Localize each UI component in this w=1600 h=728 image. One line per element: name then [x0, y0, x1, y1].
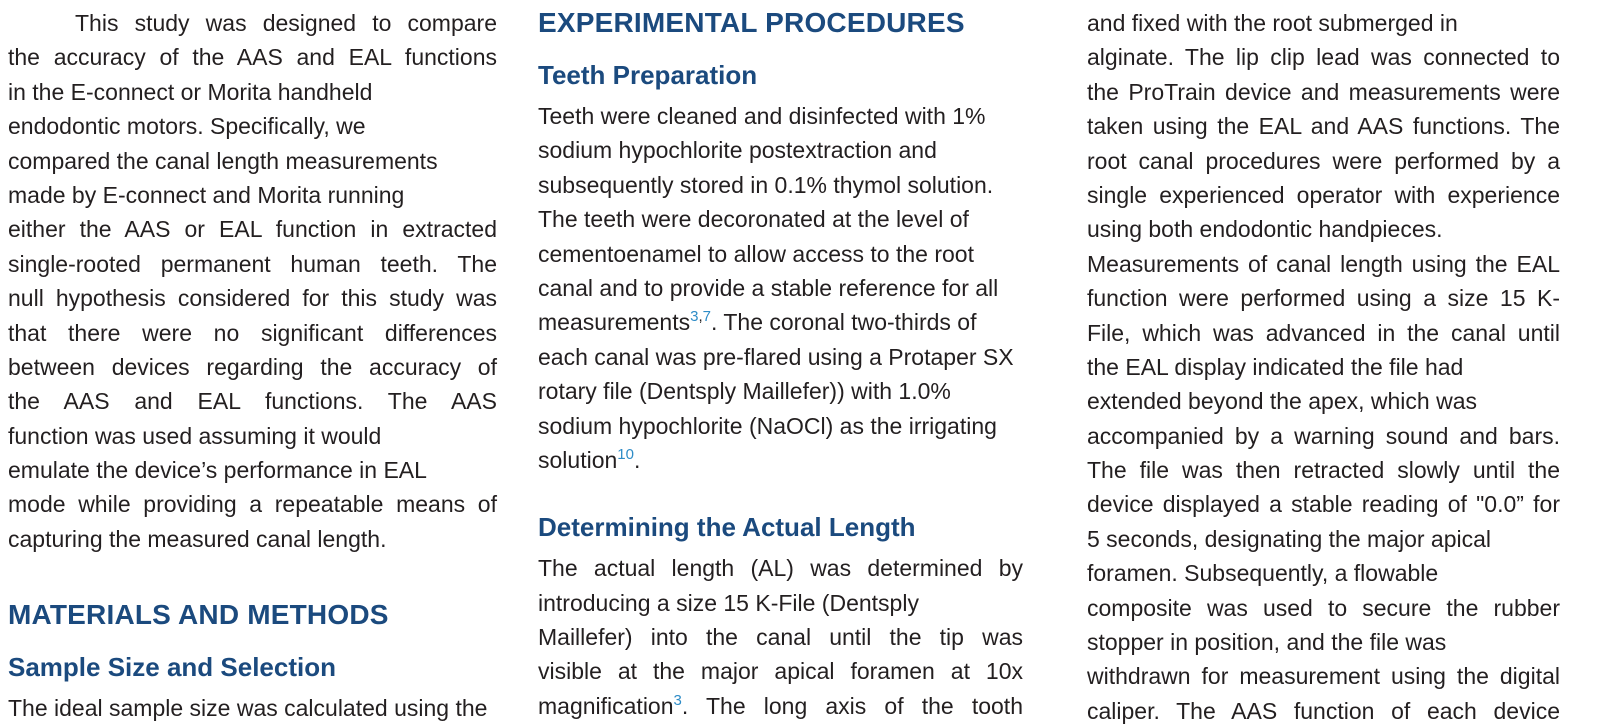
paragraph — [538, 551, 1023, 723]
text-segment: magnification — [538, 692, 674, 719]
subsection-heading: Determining the Actual Length — [538, 512, 916, 543]
text-line: Teeth were cleaned and disinfected with 1% — [538, 103, 986, 129]
text-line: single experienced operator with experience — [1087, 181, 1560, 208]
text-line: composite was used to secure the rubber — [1087, 594, 1560, 621]
paragraph — [8, 691, 497, 725]
text-line: The actual length (AL) was determined by — [538, 555, 1023, 582]
superscript-text: , — [698, 308, 703, 326]
column-middle — [538, 6, 1023, 721]
text-line: null hypothesis considered for this study was — [8, 285, 497, 312]
text-line: using both endodontic handpieces. — [1087, 216, 1443, 243]
text-line: The ideal sample size was calculated using the — [8, 695, 488, 722]
text-line: and fixed with the root submerged in — [1087, 10, 1458, 36]
text-line: sodium hypochlorite postextraction and — [538, 137, 937, 164]
text-line: emulate the device’s performance in EAL — [8, 457, 427, 484]
text-line: extended beyond the apex, which was — [1087, 388, 1477, 415]
text-line: endodontic motors. Specifically, we — [8, 113, 366, 140]
citation-reference-superscript: 3 — [673, 691, 682, 709]
text-line: that there were no significant differences — [8, 319, 497, 346]
text-line: sodium hypochlorite (NaOCl) as the irrigating — [538, 412, 997, 439]
text-line: withdrawn for measurement using the digital — [1087, 663, 1560, 690]
paragraph — [538, 99, 1023, 477]
text-line: root canal procedures were performed by a — [1087, 147, 1560, 174]
text-line: alginate. The lip clip lead was connected to — [1087, 44, 1560, 71]
text-line: rotary file (Dentsply Maillefer)) with 1.0% — [538, 378, 951, 405]
text-segment: measurements — [538, 309, 691, 336]
column-right — [1087, 6, 1560, 724]
text-segment: . The long axis of the tooth — [681, 692, 1023, 719]
text-line: visible at the major apical foramen at 10x — [538, 658, 1023, 685]
text-line: File, which was advanced in the canal until — [1087, 319, 1560, 346]
text-line: the accuracy of the AAS and EAL functions — [8, 44, 497, 71]
text-segment: solution — [538, 446, 618, 473]
text-line: device displayed a stable reading of "0.0” for — [1087, 491, 1560, 518]
text-line: 5 seconds, designating the major apical — [1087, 525, 1492, 552]
citation-reference-superscript: 10 — [617, 445, 634, 463]
text-line: cementoenamel to allow access to the root — [538, 240, 974, 267]
text-line — [538, 443, 1023, 477]
text-segment: . The coronal two-thirds of — [710, 309, 977, 336]
text-line: The file was then retracted slowly until the — [1087, 457, 1560, 484]
text-line: foramen. Subsequently, a flowable — [1087, 560, 1439, 587]
text-line: accompanied by a warning sound and bars. — [1087, 422, 1560, 449]
text-line: canal and to provide a stable reference for all — [538, 274, 999, 301]
text-line: This study was designed to compare — [75, 10, 497, 36]
text-line: The teeth were decoronated at the level of — [538, 206, 969, 233]
text-line — [538, 689, 1023, 723]
text-line: mode while providing a repeatable means of — [8, 491, 497, 518]
text-line: between devices regarding the accuracy of — [8, 353, 497, 380]
text-line: introducing a size 15 K-File (Dentsply — [538, 589, 919, 616]
citation-reference-superscript: 7 — [702, 308, 711, 326]
text-line: caliper. The AAS function of each device — [1087, 697, 1560, 724]
text-line: Measurements of canal length using the EAL — [1087, 250, 1560, 277]
text-line: compared the canal length measurements — [8, 147, 438, 174]
text-line: each canal was pre-flared using a Protaper SX — [538, 343, 1014, 370]
text-line: stopper in position, and the file was — [1087, 629, 1447, 656]
text-line: made by E-connect and Morita running — [8, 181, 405, 208]
text-line: in the E-connect or Morita handheld — [8, 78, 373, 105]
text-line: subsequently stored in 0.1% thymol solution. — [538, 171, 994, 198]
text-segment: . — [633, 446, 641, 473]
text-line: function were performed using a size 15 K- — [1087, 285, 1560, 312]
column-left — [8, 6, 497, 721]
text-line: either the AAS or EAL function in extracted — [8, 216, 497, 243]
section-heading: MATERIALS AND METHODS — [8, 599, 389, 631]
subsection-heading: Sample Size and Selection — [8, 652, 336, 683]
paragraph — [1087, 6, 1560, 728]
text-line: function was used assuming it would — [8, 422, 382, 449]
subsection-heading: Teeth Preparation — [538, 60, 758, 90]
citation-reference-superscript: 3 — [690, 308, 699, 326]
text-line — [538, 305, 1023, 339]
text-line: single-rooted permanent human teeth. The — [8, 250, 497, 277]
paragraph — [8, 6, 497, 556]
section-heading: EXPERIMENTAL PROCEDURES — [538, 7, 965, 38]
text-line: the AAS and EAL functions. The AAS — [8, 388, 497, 415]
text-line: Maillefer) into the canal until the tip was — [538, 624, 1023, 651]
text-line: capturing the measured canal length. — [8, 525, 387, 552]
text-line: taken using the EAL and AAS functions. The — [1087, 113, 1560, 140]
text-line: the EAL display indicated the file had — [1087, 353, 1464, 380]
text-line: the ProTrain device and measurements were — [1087, 78, 1560, 105]
